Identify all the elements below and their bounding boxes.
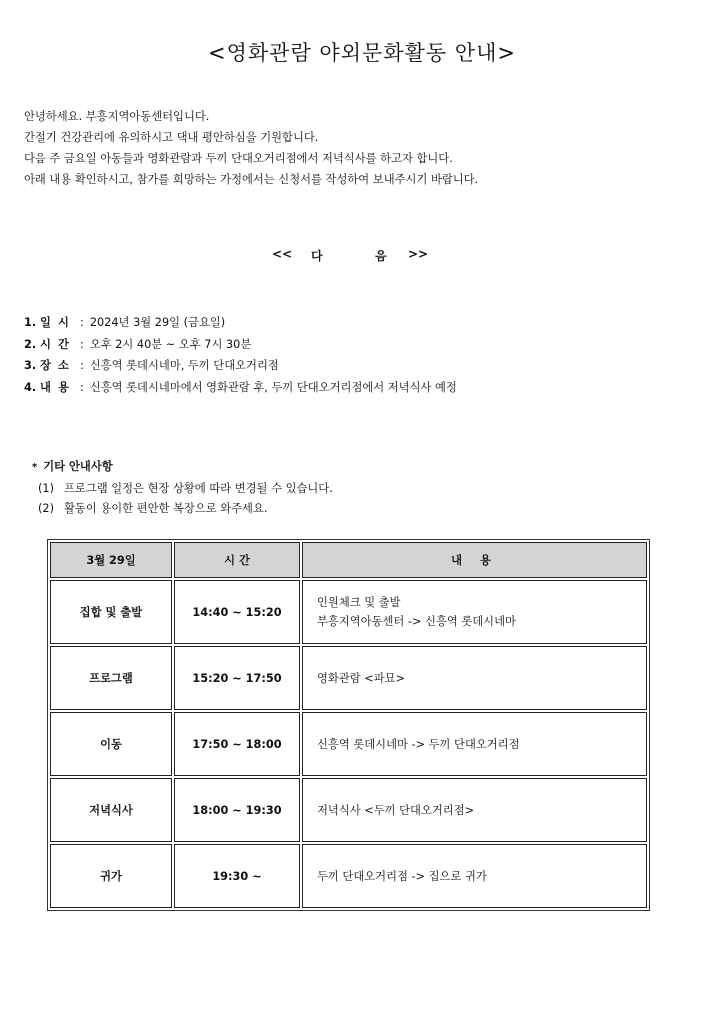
table-cell-content-line: 부흥지역아동센터 -> 신흥역 롯데시네마: [317, 615, 516, 628]
table-cell-content: [302, 646, 647, 710]
greeting-line: 간절기 건강관리에 유의하시고 댁내 평안하심을 기원합니다.: [24, 131, 319, 144]
detail-value: 신흥역 롯데시네마, 두끼 단대오거리점: [89, 359, 279, 372]
detail-number: 4.: [24, 380, 37, 394]
detail-number: 2.: [24, 337, 37, 351]
next-heading-right: 음: [375, 249, 387, 263]
table-cell-time: 14:40 ~ 15:20: [174, 580, 300, 644]
table-cell-content-line: 두끼 단대오거리점 -> 집으로 귀가: [317, 869, 487, 883]
table-cell-time: 19:30 ~: [174, 844, 300, 908]
table-header-date: 3월 29일: [50, 542, 172, 578]
detail-key: [24, 355, 76, 377]
table-cell-content-line: 영화관람 <파묘>: [317, 671, 405, 685]
table-cell-content: [302, 712, 647, 776]
table-row: [50, 580, 647, 644]
detail-key: [24, 334, 76, 356]
notes-heading-text: 기타 안내사항: [43, 460, 113, 473]
detail-key-char: 용: [58, 380, 69, 394]
detail-key-char: 시: [58, 316, 69, 329]
detail-value: 신흥역 롯데시네마에서 영화관람 후, 두끼 단대오거리점에서 저녁식사 예정: [89, 380, 457, 394]
schedule-table: [47, 539, 650, 911]
table-cell-content-line: 저녁식사 <두끼 단대오거리점>: [317, 803, 475, 817]
detail-key-char: 장: [40, 359, 51, 372]
table-cell-content: [302, 580, 647, 644]
detail-key-char: 소: [58, 359, 69, 372]
table-row: [50, 844, 647, 908]
table-cell-label: 집합 및 출발: [50, 580, 172, 644]
detail-row-time: [24, 334, 457, 356]
next-heading-close: >>: [408, 247, 429, 261]
detail-value: 오후 2시 40분 ~ 오후 7시 30분: [89, 337, 252, 351]
table-cell-time: 15:20 ~ 17:50: [174, 646, 300, 710]
notes-heading: [32, 457, 333, 479]
detail-number: 1.: [24, 316, 37, 329]
notes-item: [32, 479, 333, 500]
table-header-content-text: 내 용: [451, 554, 498, 567]
table-cell-label: 귀가: [50, 844, 172, 908]
table-cell-content: [302, 778, 647, 842]
details-list: [24, 312, 457, 398]
table-header-content: [302, 542, 647, 578]
table-cell-content: [302, 844, 647, 908]
table-row: [50, 778, 647, 842]
detail-row-content: [24, 377, 457, 399]
table-cell-label: 저녁식사: [50, 778, 172, 842]
detail-key: [24, 312, 76, 334]
table-header-time: 시 간: [174, 542, 300, 578]
detail-separator: :: [80, 359, 84, 372]
notes-item-number: (1): [38, 481, 55, 495]
detail-separator: :: [80, 316, 84, 329]
table-row: [50, 712, 647, 776]
detail-row-date: [24, 312, 457, 334]
notes-item: [32, 499, 333, 520]
detail-row-place: [24, 355, 457, 377]
table-cell-time: 18:00 ~ 19:30: [174, 778, 300, 842]
detail-key-char: 내: [40, 380, 51, 394]
detail-key: [24, 377, 76, 399]
greeting-line: 안녕하세요. 부흥지역아동센터입니다.: [24, 110, 210, 123]
next-heading-open: <<: [272, 247, 293, 261]
table-cell-content-line: 인원체크 및 출발: [317, 596, 401, 609]
notes-item-number: (2): [38, 502, 55, 515]
table-cell-label: 프로그램: [50, 646, 172, 710]
notes-item-text: 프로그램 일정은 현장 상황에 따라 변경될 수 있습니다.: [64, 481, 333, 495]
other-notes: [32, 457, 333, 520]
next-heading-left: 다: [311, 249, 323, 263]
detail-number: 3.: [24, 359, 37, 372]
star-icon: *: [32, 462, 38, 473]
detail-key-char: 간: [58, 337, 69, 351]
detail-key-char: 일: [40, 316, 51, 329]
table-header-row: [50, 542, 647, 578]
table-cell-time: 17:50 ~ 18:00: [174, 712, 300, 776]
notes-item-text: 활동이 용이한 편안한 복장으로 와주세요.: [64, 502, 268, 515]
table-row: [50, 646, 647, 710]
detail-separator: :: [80, 337, 84, 351]
detail-value: 2024년 3월 29일 (금요일): [89, 316, 226, 329]
greeting-line: 아래 내용 확인하시고, 참가를 희망하는 가정에서는 신청서를 작성하여 보내주시기 바랍니다.: [24, 173, 479, 186]
greeting-paragraph: [24, 106, 478, 190]
page-title: <영화관람 야외문화활동 안내>: [208, 41, 516, 65]
detail-separator: :: [80, 380, 84, 394]
table-cell-content-line: 신흥역 롯데시네마 -> 두끼 단대오거리점: [317, 737, 520, 751]
table-cell-label: 이동: [50, 712, 172, 776]
detail-key-char: 시: [40, 337, 51, 351]
greeting-line: 다음 주 금요일 아동들과 영화관람과 두끼 단대오거리점에서 저녁식사를 하고자 합니다.: [24, 152, 453, 165]
